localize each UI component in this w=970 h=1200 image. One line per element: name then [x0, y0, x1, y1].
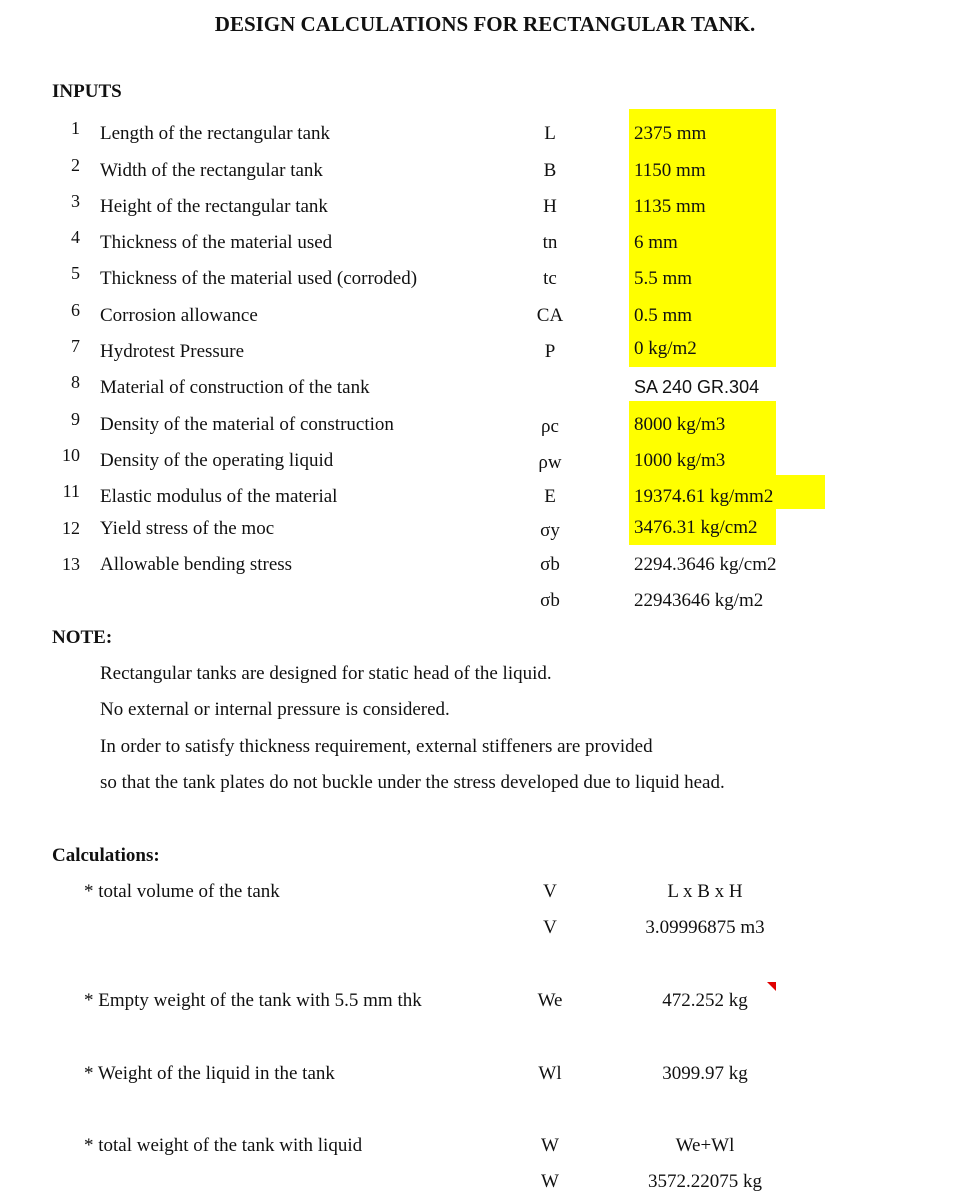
row-value: SA 240 GR.304 — [634, 377, 760, 397]
calc-value: We+Wl — [675, 1135, 735, 1156]
calc-symbol: V — [543, 881, 557, 902]
row-symbol: ρc — [541, 416, 559, 437]
row-label: Width of the rectangular tank — [100, 160, 323, 181]
row-symbol: E — [544, 486, 556, 507]
calc-label: * Weight of the liquid in the tank — [84, 1063, 335, 1084]
calc-symbol: W — [541, 1135, 559, 1156]
row-value: 5.5 mm — [634, 268, 693, 289]
row-symbol: L — [544, 123, 556, 144]
page-title: DESIGN CALCULATIONS FOR RECTANGULAR TANK. — [214, 12, 756, 36]
row-label: Thickness of the material used (corroded) — [100, 268, 418, 289]
row-number: 11 — [62, 481, 80, 501]
row-number: 7 — [71, 336, 80, 356]
calc-value: 472.252 kg — [662, 990, 748, 1011]
note-line: so that the tank plates do not buckle under the stress developed due to liquid head. — [100, 772, 725, 793]
row-label: Thickness of the material used — [100, 232, 333, 253]
calc-symbol: Wl — [538, 1063, 562, 1084]
row-symbol: σy — [540, 520, 560, 541]
row-value: 1135 mm — [634, 196, 706, 217]
row-value: 2375 mm — [634, 123, 707, 144]
calc-symbol: W — [541, 1171, 559, 1192]
row-label: Height of the rectangular tank — [100, 196, 328, 217]
row-symbol: tn — [542, 232, 558, 253]
note-line: No external or internal pressure is considered. — [100, 699, 450, 720]
row-number: 1 — [71, 118, 80, 138]
row-value: 22943646 kg/m2 — [634, 590, 764, 611]
row-value: 1000 kg/m3 — [634, 450, 726, 471]
note-heading: NOTE: — [52, 627, 113, 648]
row-number: 12 — [62, 518, 80, 538]
row-symbol: P — [544, 341, 556, 362]
calc-symbol: We — [537, 990, 563, 1011]
row-label: Corrosion allowance — [100, 305, 258, 326]
note-line: In order to satisfy thickness requirement, external stiffeners are provided — [100, 736, 653, 757]
note-line: Rectangular tanks are designed for static head of the liquid. — [100, 663, 552, 684]
row-value: 6 mm — [634, 232, 678, 253]
row-label: Length of the rectangular tank — [100, 123, 331, 144]
row-symbol: σb — [540, 590, 560, 611]
inputs-heading: INPUTS — [52, 81, 122, 102]
calc-value: L x B x H — [667, 881, 743, 902]
row-label: Allowable bending stress — [100, 554, 293, 575]
calc-label: * total weight of the tank with liquid — [84, 1135, 363, 1156]
row-label: Density of the material of construction — [100, 414, 394, 435]
calc-label: * Empty weight of the tank with 5.5 mm thk — [84, 990, 422, 1011]
row-value: 1150 mm — [634, 160, 706, 181]
row-number: 9 — [71, 409, 80, 429]
row-symbol: CA — [536, 305, 564, 326]
row-number: 3 — [71, 191, 80, 211]
row-number: 8 — [71, 372, 80, 392]
row-number: 13 — [62, 554, 80, 574]
row-number: 5 — [71, 263, 80, 283]
row-label: Density of the operating liquid — [100, 450, 334, 471]
row-symbol: B — [543, 160, 557, 181]
row-number: 2 — [71, 155, 80, 175]
calc-value: 3572.22075 kg — [648, 1171, 762, 1192]
row-number: 4 — [71, 227, 80, 247]
row-label: Material of construction of the tank — [100, 377, 370, 398]
row-value: 0 kg/m2 — [634, 338, 697, 359]
calc-value: 3099.97 kg — [662, 1063, 748, 1084]
row-number: 10 — [62, 445, 80, 465]
row-value: 3476.31 kg/cm2 — [634, 517, 758, 538]
row-symbol: σb — [540, 554, 560, 575]
row-value: 2294.3646 kg/cm2 — [634, 554, 777, 575]
row-label: Hydrotest Pressure — [100, 341, 245, 362]
row-number: 6 — [71, 300, 80, 320]
calculations-heading: Calculations: — [52, 845, 160, 866]
row-symbol: tc — [543, 268, 557, 289]
cell-comment-indicator-icon[interactable] — [767, 982, 776, 991]
calc-value: 3.09996875 m3 — [645, 917, 765, 938]
calc-symbol: V — [543, 917, 557, 938]
row-symbol: ρw — [538, 452, 562, 473]
row-label: Yield stress of the moc — [100, 518, 275, 539]
calc-label: * total volume of the tank — [84, 881, 280, 902]
row-value: 8000 kg/m3 — [634, 414, 726, 435]
row-value: 19374.61 kg/mm2 — [634, 486, 774, 507]
row-label: Elastic modulus of the material — [100, 486, 338, 507]
row-symbol: H — [543, 196, 557, 217]
row-value: 0.5 mm — [634, 305, 693, 326]
